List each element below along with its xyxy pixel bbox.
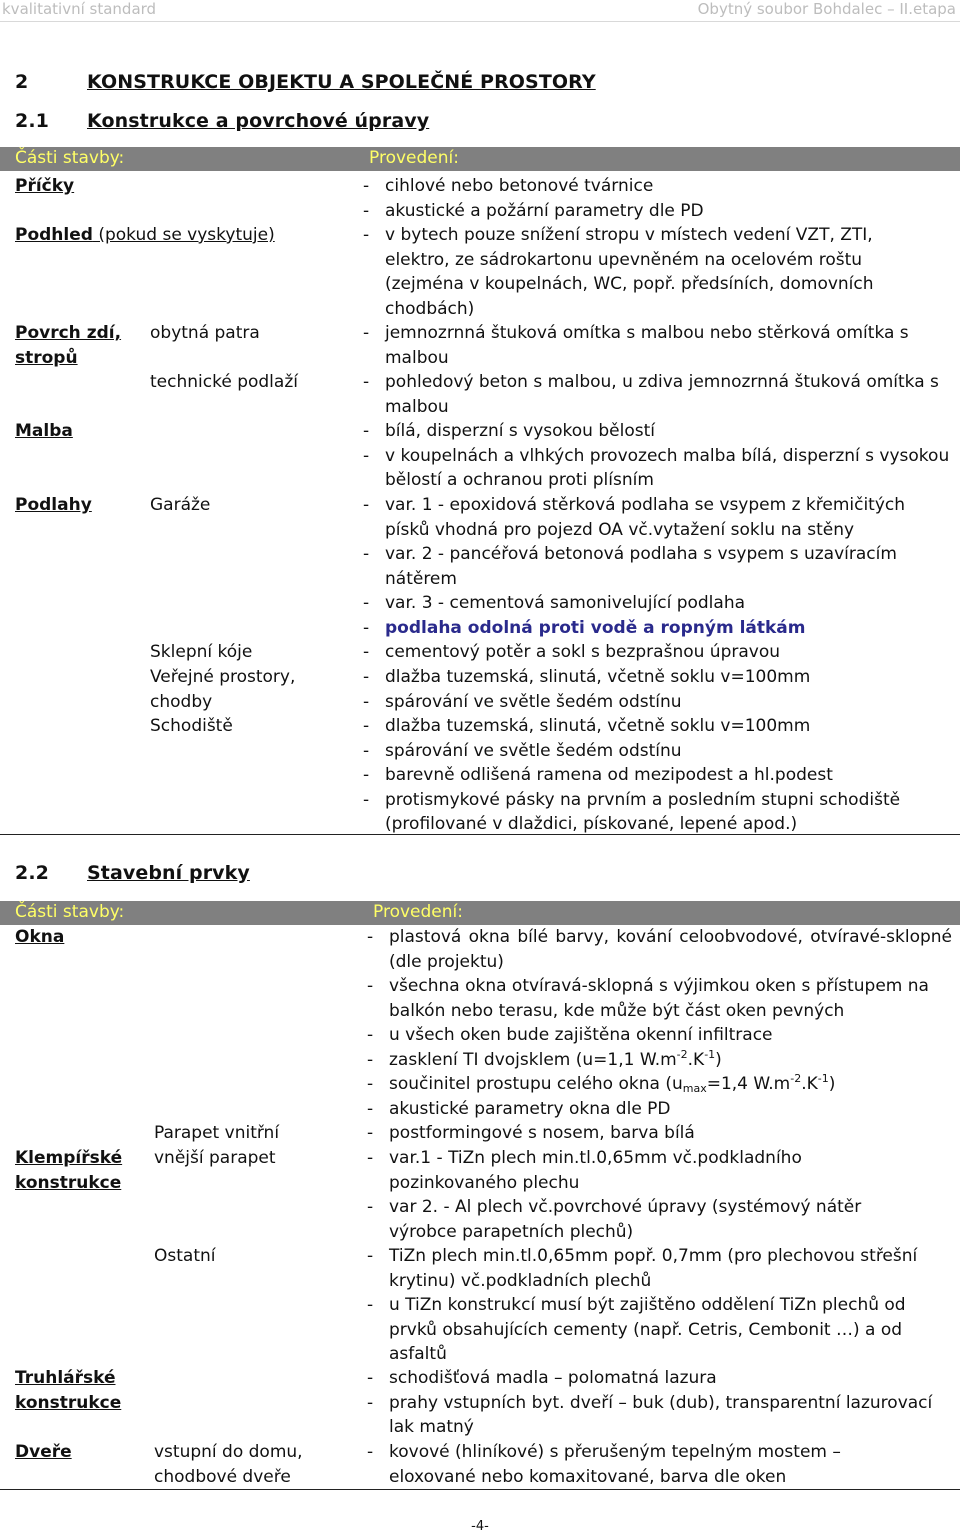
- list-item: - zasklení TI dvojsklem (u=1,1 $W.m^{-2}.K^{-1}$): [367, 1047, 722, 1070]
- list-item: - bílá, disperzní s vysokou bělostí: [363, 421, 655, 441]
- chapter-title: KONSTRUKCE OBJEKTU A SPOLEČNÉ PROSTORY: [87, 71, 596, 93]
- list-item: - jemnozrnná štuková omítka s malbou nebo stěrková omítka s malbou: [363, 323, 909, 368]
- section-number: 2.1: [15, 110, 49, 132]
- list-item: - akustické a požární parametry dle PD: [363, 200, 704, 221]
- list-item: - kovové (hliníkové) s přerušeným tepelným mostem – eloxované nebo komaxitované, barva dle oken: [367, 1442, 841, 1487]
- section-number: 2.2: [15, 862, 49, 884]
- label-povrch: Povrch zdí, stropů: [15, 323, 122, 368]
- items-verejne-prostory: [363, 665, 953, 714]
- list-item: - var. 3 - cementová samonivelující podlaha: [363, 593, 746, 613]
- sublabel-garaze: Garáže: [150, 495, 211, 515]
- list-item: - v bytech pouze snížení stropu v místech vedení VZT, ZTI, elektro, ze sádrokartonu upevněném na ocelovém roštu (zejména v koupelnách, WC, popř. předsíních, domovních chodbách): [363, 225, 874, 319]
- header-left: kvalitativní standard: [2, 0, 157, 18]
- items-truhlarske: [367, 1366, 952, 1440]
- header-right: Obytný soubor Bohdalec – II.etapa: [697, 0, 956, 18]
- items-pricky: [363, 174, 953, 223]
- chapter-number: 2: [15, 71, 29, 93]
- items-sklepni-koje: [363, 640, 953, 665]
- label-pricky: Příčky: [15, 176, 75, 196]
- list-item: - spárování ve světle šedém odstínu: [363, 740, 682, 761]
- list-item: - v koupelnách a vlhkých provozech malba bílá, disperzní s vysokou bělostí a ochranou proti plísním: [363, 445, 950, 490]
- list-item: - barevně odlišená ramena od mezipodest a hl.podest: [363, 765, 833, 785]
- sublabel-vstupni-dvere: vstupní do domu, chodbové dveře: [154, 1442, 303, 1487]
- sublabel-obytna-patra: obytná patra: [150, 323, 260, 343]
- list-item: - pohledový beton s malbou, u zdiva jemnozrnná štuková omítka s malbou: [363, 372, 939, 417]
- list-item: - protismykové pásky na prvním a posledním stupni schodiště (profilované v dlaždici, pískované, lepené apod.): [363, 789, 901, 834]
- sublabel-technicke-podlazi: technické podlaží: [150, 372, 298, 392]
- table2-bottom-rule: [0, 1489, 960, 1490]
- items-garaze: [363, 493, 953, 640]
- label-podlahy: Podlahy: [15, 495, 92, 515]
- band-label-execution: Provedení:: [373, 902, 463, 922]
- list-item: - spárování ve světle šedém odstínu: [363, 691, 682, 712]
- items-ostatni: [367, 1244, 952, 1367]
- items-parapet-vnitrni: [367, 1121, 952, 1146]
- section-heading-2-2: [15, 862, 250, 884]
- label-truhlarske: Truhlářské konstrukce: [15, 1368, 122, 1413]
- list-item: - plastová okna bílé barvy, kování celoobvodové, otvíravé-sklopné (dle projektu): [367, 927, 952, 972]
- list-item: - u všech oken bude zajištěna okenní infiltrace: [367, 1025, 773, 1045]
- highlighted-requirement: podlaha odolná proti vodě a ropným látkám: [385, 617, 806, 638]
- sublabel-sklepni-koje: Sklepní kóje: [150, 642, 253, 662]
- label-dvere: Dveře: [15, 1442, 72, 1462]
- label-klempirske: Klempířské konstrukce: [15, 1148, 123, 1193]
- section-title: Konstrukce a povrchové úpravy: [87, 110, 430, 132]
- sublabel-ostatni: Ostatní: [154, 1246, 216, 1266]
- chapter-heading: [15, 71, 596, 93]
- table2-header-band: [0, 901, 960, 925]
- list-item: - postformingové s nosem, barva bílá: [367, 1123, 695, 1143]
- table1-header-band: [0, 147, 960, 171]
- list-item: - akustické parametry okna dle PD: [367, 1098, 671, 1119]
- list-item: - prahy vstupních byt. dveří – buk (dub), transparentní lazurovací lak matný: [367, 1392, 933, 1437]
- items-dvere: [367, 1440, 887, 1489]
- list-item: - TiZn plech min.tl.0,65mm popř. 0,7mm (pro plechovou střešní krytinu) vč.podkladních plechů: [367, 1246, 918, 1291]
- section-title: Stavební prvky: [87, 862, 250, 884]
- label-okna: Okna: [15, 927, 65, 947]
- list-item: - cihlové nebo betonové tvárnice: [363, 176, 654, 196]
- list-item: - všechna okna otvíravá-sklopná s výjimkou oken s přístupem na balkón nebo terasu, kde může být část oken pevných: [367, 976, 929, 1021]
- band-label-parts: Části stavby:: [15, 148, 125, 168]
- items-schodiste: [363, 714, 953, 837]
- items-technicke-podlazi: [363, 370, 953, 419]
- items-malba: [363, 419, 953, 493]
- table1-bottom-rule: [0, 834, 960, 835]
- list-item: - cementový potěr a sokl s bezprašnou úpravou: [363, 642, 781, 662]
- list-item: - podlaha odolná proti vodě a ropným látkám: [363, 617, 806, 638]
- items-obytna-patra: [363, 321, 953, 370]
- list-item: - součinitel prostupu celého okna ($u_{max}=1,4$ $W.m^{-2}.K^{-1}$): [367, 1072, 836, 1095]
- items-vnejsi-parapet: [367, 1146, 887, 1244]
- header-divider: [0, 21, 960, 22]
- items-okna: [367, 925, 952, 1121]
- sublabel-verejne-prostory: Veřejné prostory, chodby: [150, 667, 296, 712]
- items-podhled: [363, 223, 899, 321]
- list-item: - var.1 - TiZn plech min.tl.0,65mm vč.podkladního pozinkovaného plechu: [367, 1148, 802, 1193]
- section-heading-2-1: [15, 110, 429, 132]
- list-item: - var. 2 - pancéřová betonová podlaha s vsypem s uzavíracím nátěrem: [363, 544, 897, 589]
- list-item: - var. 1 - epoxidová stěrková podlaha se vsypem z křemičitých písků vhodná pro pojezd OA vč.vytažení soklu na stěny: [363, 495, 906, 540]
- list-item: - dlažba tuzemská, slinutá, včetně soklu v=100mm: [363, 716, 811, 736]
- sublabel-vnejsi-parapet: vnější parapet: [154, 1148, 276, 1168]
- band-label-parts: Části stavby:: [15, 902, 125, 922]
- list-item: - dlažba tuzemská, slinutá, včetně soklu v=100mm: [363, 667, 811, 687]
- page-number: -4-: [471, 1519, 489, 1534]
- sublabel-parapet-vnitrni: Parapet vnitřní: [154, 1123, 280, 1143]
- label-podhled: Podhled (pokud se vyskytuje): [15, 225, 275, 245]
- list-item: - var 2. - Al plech vč.povrchové úpravy (systémový nátěr výrobce parapetních plechů): [367, 1197, 862, 1242]
- sublabel-schodiste: Schodiště: [150, 716, 233, 736]
- band-label-execution: Provedení:: [369, 148, 459, 168]
- list-item: - schodišťová madla – polomatná lazura: [367, 1368, 717, 1388]
- label-malba: Malba: [15, 421, 73, 441]
- list-item: - u TiZn konstrukcí musí být zajištěno oddělení TiZn plechů od prvků obsahujících cementy (např. Cetris, Cembonit …) a od asfaltů: [367, 1295, 906, 1364]
